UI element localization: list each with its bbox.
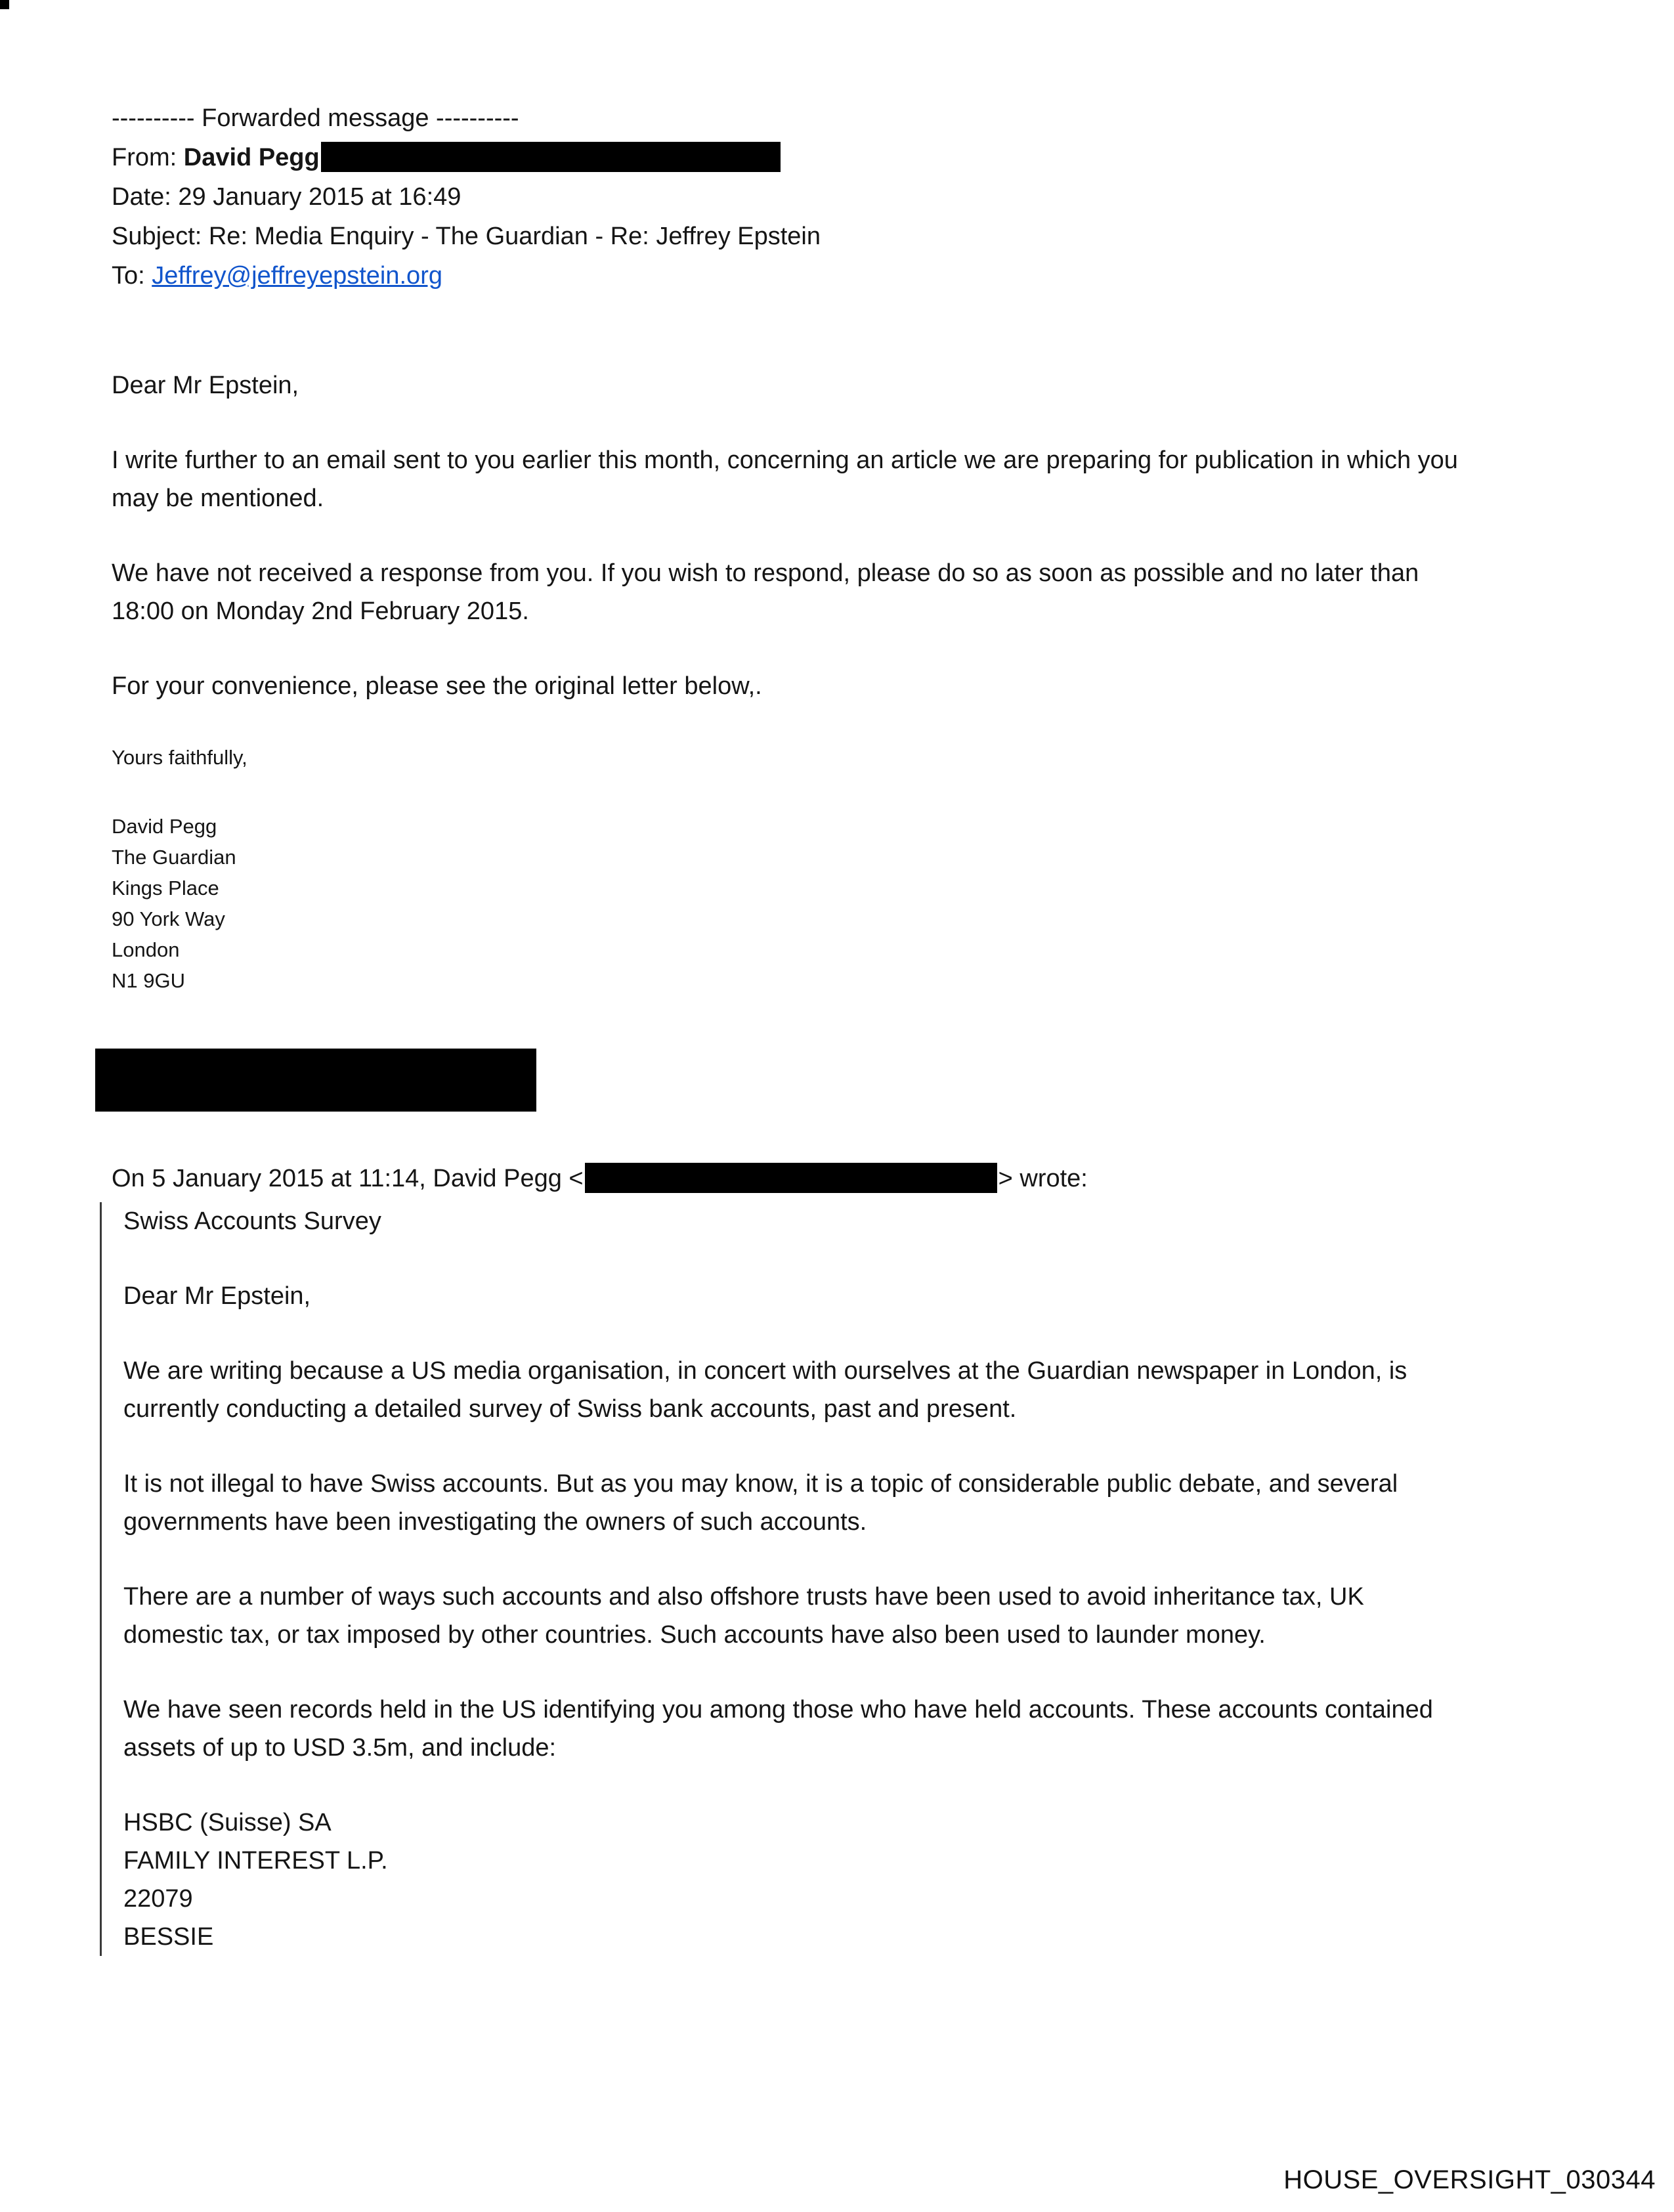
scan-artifact: [0, 0, 9, 9]
document-id: HOUSE_OVERSIGHT_030344: [1283, 2165, 1656, 2194]
subject-line: Subject: Re: Media Enquiry - The Guardian - Re: Jeffrey Epstein: [112, 223, 821, 250]
signature-org: The Guardian: [112, 846, 236, 869]
quoted-paragraph-1: We are writing because a US media organisation, in concert with ourselves at the Guardian newspaper in London, is currently conducting a detailed survey of Swiss bank accounts, past and present.: [123, 1357, 1407, 1423]
redaction-bar-block: [95, 1049, 536, 1112]
account-line-codename: BESSIE: [123, 1923, 214, 1951]
body-paragraph-3: For your convenience, please see the original letter below,.: [112, 672, 762, 700]
signature-postcode: N1 9GU: [112, 969, 185, 992]
signature-address-1: Kings Place: [112, 877, 219, 900]
quoted-intro-line: [112, 1159, 1595, 1198]
body-paragraph-1: I write further to an email sent to you earlier this month, concerning an article we are preparing for publication in which you may be mentioned.: [112, 446, 1458, 512]
from-line: [112, 138, 1595, 177]
body-paragraph-2: We have not received a response from you. If you wish to respond, please do so as soon as possible and no later than 18:00 on Monday 2nd February 2015.: [112, 559, 1419, 625]
closing: Yours faithfully,: [112, 746, 247, 769]
signature-address-2: 90 York Way: [112, 907, 225, 930]
salutation: Dear Mr Epstein,: [112, 372, 299, 399]
quoted-subject: Swiss Accounts Survey: [123, 1207, 381, 1235]
date-line: Date: 29 January 2015 at 16:49: [112, 183, 461, 211]
signature-name: David Pegg: [112, 815, 217, 838]
quoted-message: [100, 1202, 1595, 1956]
quoted-salutation: Dear Mr Epstein,: [123, 1282, 311, 1310]
redaction-bar-quoted-address: [585, 1163, 997, 1193]
forwarded-separator: ---------- Forwarded message ----------: [112, 104, 519, 132]
account-line-bank: HSBC (Suisse) SA: [123, 1809, 332, 1836]
signature-city: London: [112, 938, 180, 961]
from-name: David Pegg: [183, 144, 320, 171]
to-label: To:: [112, 262, 152, 290]
redaction-bar-from-address: [321, 142, 781, 172]
from-label: From:: [112, 144, 184, 171]
recipient-email-link[interactable]: Jeffrey@jeffreyepstein.org: [152, 262, 442, 290]
quoted-intro-suffix: > wrote:: [998, 1165, 1088, 1192]
account-line-number: 22079: [123, 1885, 193, 1913]
quoted-intro-prefix: On 5 January 2015 at 11:14, David Pegg <: [112, 1165, 584, 1192]
to-line: [112, 256, 1595, 295]
quoted-paragraph-3: There are a number of ways such accounts and also offshore trusts have been used to avoid inheritance tax, UK domestic tax, or tax imposed by other countries. Such accounts have also been used to launder money.: [123, 1583, 1364, 1649]
account-line-entity: FAMILY INTEREST L.P.: [123, 1847, 388, 1875]
quoted-paragraph-2: It is not illegal to have Swiss accounts. But as you may know, it is a topic of considerable public debate, and several governments have been investigating the owners of such accounts.: [123, 1470, 1398, 1536]
quoted-paragraph-4: We have seen records held in the US identifying you among those who have held accounts. These accounts contained assets of up to USD 3.5m, and include:: [123, 1696, 1433, 1762]
